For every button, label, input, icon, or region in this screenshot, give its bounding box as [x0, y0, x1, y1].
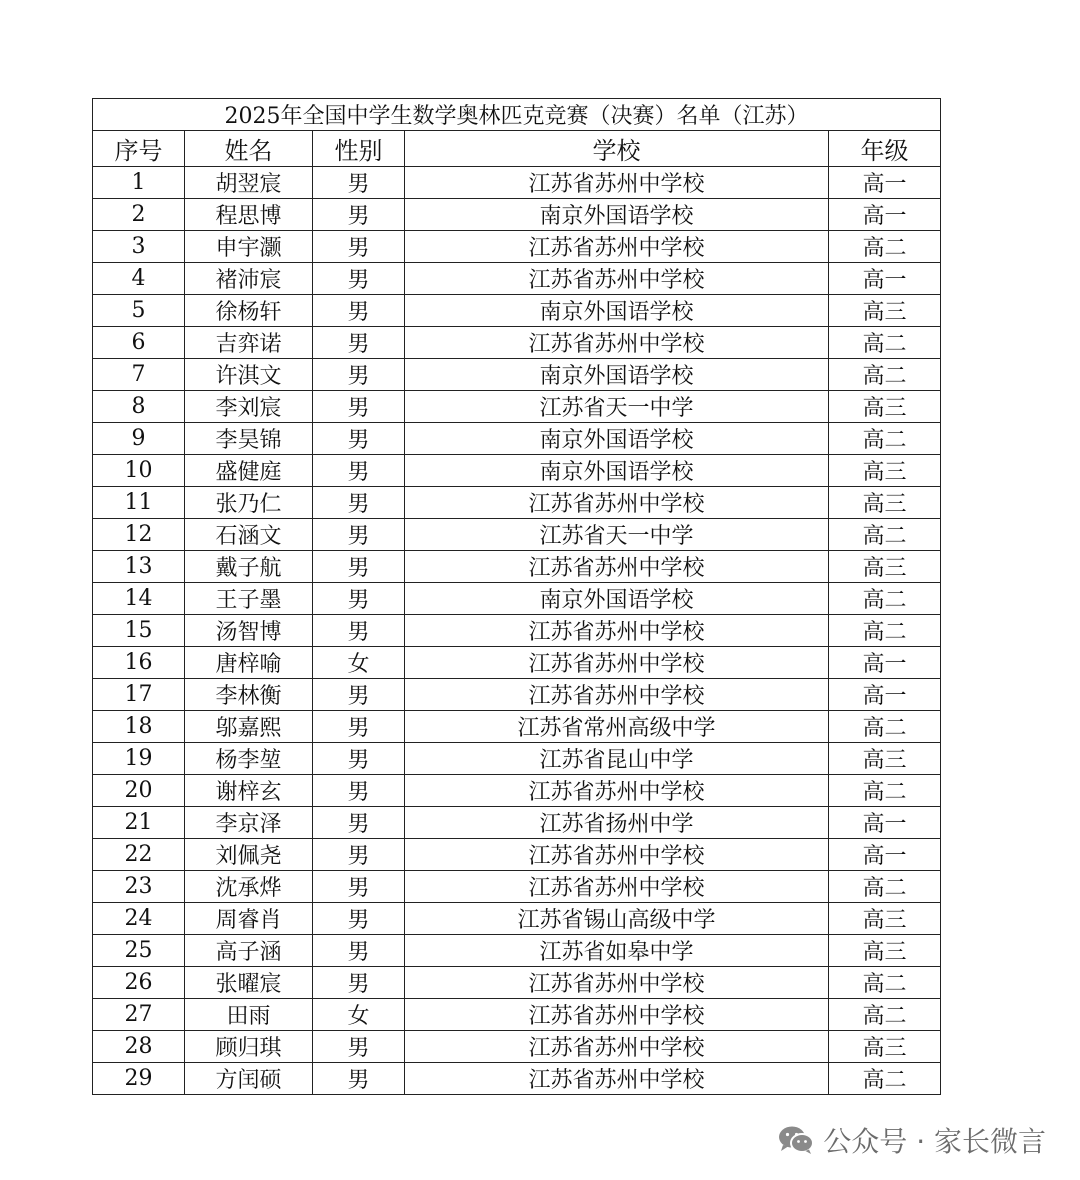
watermark [777, 1120, 1046, 1160]
cell-grade: 高三 [829, 1031, 941, 1063]
cell-gender: 男 [313, 295, 405, 327]
cell-gender: 男 [313, 519, 405, 551]
cell-grade: 高三 [829, 487, 941, 519]
cell-gender: 男 [313, 967, 405, 999]
cell-school: 江苏省如皋中学 [405, 935, 829, 967]
cell-school: 江苏省苏州中学校 [405, 487, 829, 519]
cell-name: 唐梓喻 [185, 647, 313, 679]
cell-index: 21 [93, 807, 185, 839]
cell-grade: 高三 [829, 903, 941, 935]
cell-grade: 高二 [829, 1063, 941, 1095]
table-row [93, 519, 941, 551]
cell-index: 28 [93, 1031, 185, 1063]
cell-school: 江苏省扬州中学 [405, 807, 829, 839]
cell-name: 周睿肖 [185, 903, 313, 935]
cell-grade: 高一 [829, 839, 941, 871]
column-header-gender: 性别 [313, 131, 405, 167]
cell-gender: 男 [313, 423, 405, 455]
table-row [93, 1063, 941, 1095]
watermark-text: 公众号 · 家长微言 [823, 1125, 1046, 1158]
cell-index: 27 [93, 999, 185, 1031]
table-row [93, 583, 941, 615]
cell-index: 5 [93, 295, 185, 327]
finalist-table [92, 98, 941, 1095]
column-header-name: 姓名 [185, 131, 313, 167]
cell-school: 江苏省锡山高级中学 [405, 903, 829, 935]
cell-gender: 男 [313, 391, 405, 423]
cell-index: 26 [93, 967, 185, 999]
cell-index: 14 [93, 583, 185, 615]
cell-index: 10 [93, 455, 185, 487]
cell-gender: 男 [313, 327, 405, 359]
cell-name: 顾归琪 [185, 1031, 313, 1063]
cell-school: 江苏省天一中学 [405, 519, 829, 551]
cell-name: 李刘宸 [185, 391, 313, 423]
cell-school: 南京外国语学校 [405, 423, 829, 455]
cell-name: 刘佩尧 [185, 839, 313, 871]
cell-name: 胡翌宸 [185, 167, 313, 199]
table-row [93, 743, 941, 775]
cell-gender: 男 [313, 487, 405, 519]
cell-index: 24 [93, 903, 185, 935]
table-row [93, 615, 941, 647]
cell-school: 江苏省苏州中学校 [405, 1031, 829, 1063]
cell-name: 徐杨轩 [185, 295, 313, 327]
cell-name: 张曜宸 [185, 967, 313, 999]
cell-name: 高子涵 [185, 935, 313, 967]
cell-grade: 高一 [829, 263, 941, 295]
cell-index: 3 [93, 231, 185, 263]
cell-gender: 男 [313, 935, 405, 967]
cell-grade: 高二 [829, 775, 941, 807]
cell-grade: 高一 [829, 647, 941, 679]
table-row [93, 871, 941, 903]
cell-name: 石涵文 [185, 519, 313, 551]
cell-gender: 女 [313, 647, 405, 679]
cell-name: 程思博 [185, 199, 313, 231]
cell-school: 南京外国语学校 [405, 295, 829, 327]
cell-gender: 女 [313, 999, 405, 1031]
cell-grade: 高二 [829, 583, 941, 615]
cell-name: 杨李堃 [185, 743, 313, 775]
table-row [93, 935, 941, 967]
cell-gender: 男 [313, 679, 405, 711]
cell-index: 2 [93, 199, 185, 231]
table-row [93, 167, 941, 199]
cell-gender: 男 [313, 615, 405, 647]
cell-grade: 高二 [829, 519, 941, 551]
table-row [93, 327, 941, 359]
table-row [93, 359, 941, 391]
cell-school: 江苏省苏州中学校 [405, 775, 829, 807]
cell-school: 江苏省苏州中学校 [405, 871, 829, 903]
cell-gender: 男 [313, 1031, 405, 1063]
cell-index: 9 [93, 423, 185, 455]
table-row [93, 807, 941, 839]
cell-grade: 高二 [829, 423, 941, 455]
cell-index: 8 [93, 391, 185, 423]
cell-index: 22 [93, 839, 185, 871]
column-header-index: 序号 [93, 131, 185, 167]
cell-name: 李昊锦 [185, 423, 313, 455]
cell-index: 1 [93, 167, 185, 199]
cell-gender: 男 [313, 263, 405, 295]
cell-gender: 男 [313, 583, 405, 615]
cell-school: 江苏省苏州中学校 [405, 1063, 829, 1095]
cell-index: 19 [93, 743, 185, 775]
cell-school: 江苏省苏州中学校 [405, 263, 829, 295]
cell-grade: 高二 [829, 231, 941, 263]
cell-index: 7 [93, 359, 185, 391]
cell-grade: 高一 [829, 167, 941, 199]
cell-name: 戴子航 [185, 551, 313, 583]
table-row [93, 231, 941, 263]
cell-school: 江苏省苏州中学校 [405, 231, 829, 263]
cell-name: 邬嘉熙 [185, 711, 313, 743]
cell-grade: 高一 [829, 807, 941, 839]
cell-index: 13 [93, 551, 185, 583]
cell-name: 汤智博 [185, 615, 313, 647]
cell-gender: 男 [313, 839, 405, 871]
cell-school: 南京外国语学校 [405, 359, 829, 391]
cell-school: 南京外国语学校 [405, 199, 829, 231]
cell-name: 吉弈诺 [185, 327, 313, 359]
table-row [93, 263, 941, 295]
cell-grade: 高三 [829, 391, 941, 423]
cell-gender: 男 [313, 551, 405, 583]
cell-grade: 高二 [829, 615, 941, 647]
cell-school: 江苏省苏州中学校 [405, 679, 829, 711]
cell-name: 李林衡 [185, 679, 313, 711]
cell-gender: 男 [313, 199, 405, 231]
cell-school: 江苏省苏州中学校 [405, 839, 829, 871]
table-title: 2025年全国中学生数学奥林匹克竞赛（决赛）名单（江苏） [93, 99, 941, 131]
cell-name: 申宇灏 [185, 231, 313, 263]
cell-name: 褚沛宸 [185, 263, 313, 295]
table-header-row [93, 131, 941, 167]
table-row [93, 647, 941, 679]
cell-gender: 男 [313, 775, 405, 807]
cell-name: 许淇文 [185, 359, 313, 391]
cell-index: 16 [93, 647, 185, 679]
cell-school: 江苏省苏州中学校 [405, 999, 829, 1031]
cell-index: 6 [93, 327, 185, 359]
cell-index: 11 [93, 487, 185, 519]
cell-grade: 高三 [829, 935, 941, 967]
cell-name: 王子墨 [185, 583, 313, 615]
table-row [93, 903, 941, 935]
table-row [93, 711, 941, 743]
cell-school: 江苏省常州高级中学 [405, 711, 829, 743]
cell-name: 谢梓玄 [185, 775, 313, 807]
cell-gender: 男 [313, 1063, 405, 1095]
table-row [93, 199, 941, 231]
table-title-row [93, 99, 941, 131]
cell-gender: 男 [313, 231, 405, 263]
cell-name: 方闰硕 [185, 1063, 313, 1095]
cell-grade: 高三 [829, 551, 941, 583]
cell-index: 29 [93, 1063, 185, 1095]
wechat-icon [777, 1125, 815, 1155]
table-row [93, 999, 941, 1031]
table-row [93, 1031, 941, 1063]
cell-school: 江苏省苏州中学校 [405, 615, 829, 647]
table-row [93, 839, 941, 871]
table-row [93, 295, 941, 327]
cell-grade: 高二 [829, 359, 941, 391]
cell-gender: 男 [313, 167, 405, 199]
cell-name: 张乃仁 [185, 487, 313, 519]
cell-index: 12 [93, 519, 185, 551]
cell-grade: 高二 [829, 711, 941, 743]
cell-index: 4 [93, 263, 185, 295]
cell-grade: 高一 [829, 199, 941, 231]
cell-index: 18 [93, 711, 185, 743]
cell-school: 南京外国语学校 [405, 455, 829, 487]
column-header-grade: 年级 [829, 131, 941, 167]
cell-name: 沈承烨 [185, 871, 313, 903]
cell-school: 江苏省苏州中学校 [405, 647, 829, 679]
table-body [93, 167, 941, 1095]
cell-name: 田雨 [185, 999, 313, 1031]
cell-grade: 高二 [829, 871, 941, 903]
cell-index: 23 [93, 871, 185, 903]
table-row [93, 455, 941, 487]
cell-name: 李京泽 [185, 807, 313, 839]
cell-gender: 男 [313, 711, 405, 743]
cell-grade: 高一 [829, 679, 941, 711]
cell-grade: 高二 [829, 967, 941, 999]
table-row [93, 551, 941, 583]
cell-gender: 男 [313, 455, 405, 487]
cell-name: 盛健庭 [185, 455, 313, 487]
cell-gender: 男 [313, 807, 405, 839]
cell-school: 江苏省苏州中学校 [405, 167, 829, 199]
table-row [93, 679, 941, 711]
cell-grade: 高二 [829, 999, 941, 1031]
cell-index: 17 [93, 679, 185, 711]
cell-index: 15 [93, 615, 185, 647]
cell-grade: 高三 [829, 295, 941, 327]
cell-gender: 男 [313, 359, 405, 391]
cell-school: 江苏省苏州中学校 [405, 967, 829, 999]
table-row [93, 391, 941, 423]
cell-index: 25 [93, 935, 185, 967]
table-row [93, 423, 941, 455]
cell-gender: 男 [313, 903, 405, 935]
cell-grade: 高二 [829, 327, 941, 359]
column-header-school: 学校 [405, 131, 829, 167]
cell-school: 江苏省苏州中学校 [405, 327, 829, 359]
cell-school: 江苏省苏州中学校 [405, 551, 829, 583]
cell-grade: 高三 [829, 743, 941, 775]
cell-school: 江苏省天一中学 [405, 391, 829, 423]
table-row [93, 967, 941, 999]
cell-school: 江苏省昆山中学 [405, 743, 829, 775]
table-row [93, 775, 941, 807]
cell-grade: 高三 [829, 455, 941, 487]
cell-school: 南京外国语学校 [405, 583, 829, 615]
cell-gender: 男 [313, 871, 405, 903]
cell-index: 20 [93, 775, 185, 807]
table-row [93, 487, 941, 519]
cell-gender: 男 [313, 743, 405, 775]
